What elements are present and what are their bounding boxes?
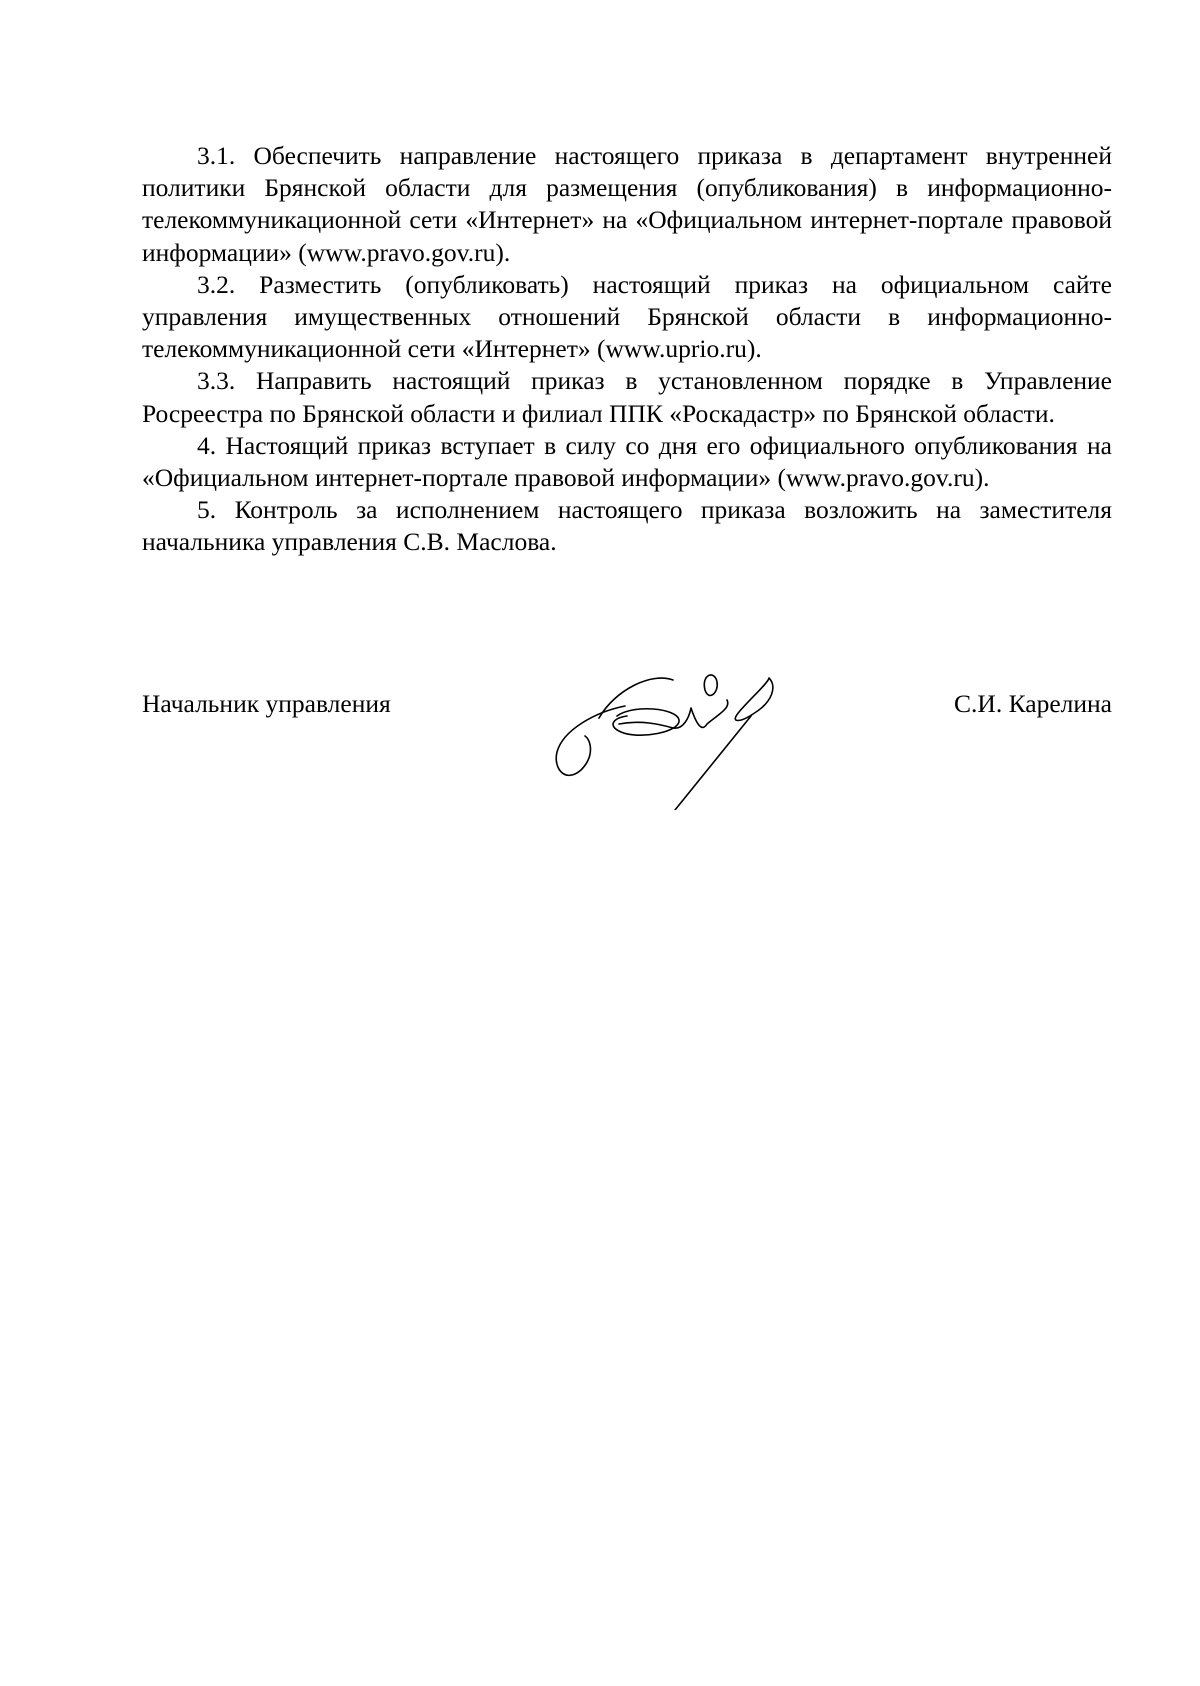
- document-body: [142, 140, 1112, 559]
- paragraph-4: 4. Настоящий приказ вступает в силу со дня его официального опубликования на «Официальном интернет-портале правовой информации» (www.pravo.gov.ru).: [142, 430, 1112, 493]
- paragraph-5: 5. Контроль за исполнением настоящего приказа возложить на заместителя начальника управления С.В. Маслова.: [142, 495, 1112, 557]
- handwritten-signature: [555, 660, 810, 810]
- paragraph-3-3: 3.3. Направить настоящий приказ в установленном порядке в Управление Росреестра по Брянской области и филиал ППК «Роскадастр» по Брянской области.: [142, 366, 1112, 428]
- paragraph-3-1: 3.1. Обеспечить направление настоящего приказа в департамент внутренней политики Брянской области для размещения (опубликования) в информационно-телекоммуникационной сети «Интернет» на «Официальном интернет-портале правовой информации» (www.pravo.gov.ru).: [142, 141, 1112, 267]
- signatory-title: Начальник управления: [142, 689, 391, 718]
- signatory-name: С.И. Карелина: [954, 689, 1112, 718]
- paragraph-3-2: 3.2. Разместить (опубликовать) настоящий приказ на официальном сайте управления имущественных отношений Брянской области в информационно-телекоммуникационной сети «Интернет» (www.uprio.ru).: [142, 269, 1112, 364]
